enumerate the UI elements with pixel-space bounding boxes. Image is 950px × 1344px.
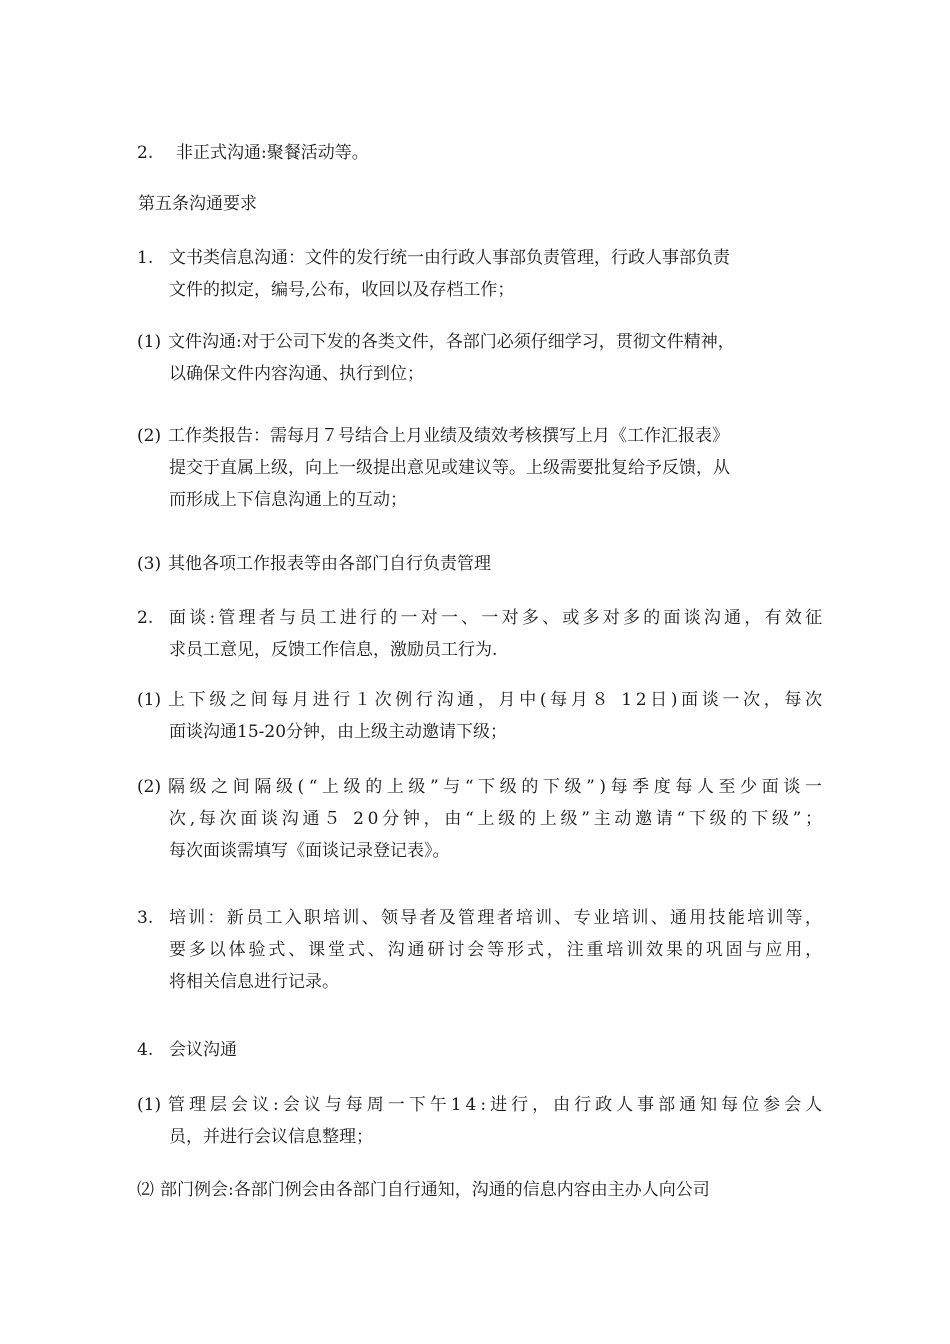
paragraph-text: 非正式沟通:聚餐活动等。: [176, 143, 369, 163]
paragraph-text: 工作类报告：需每月７号结合上月业绩及绩效考核撰写上月《工作汇报表》: [168, 426, 729, 446]
paragraph-text: 以确保文件内容沟通、执行到位；: [169, 364, 424, 384]
list-marker: 3.: [137, 908, 154, 928]
list-marker: (3): [137, 554, 162, 574]
paragraph-text: 其他各项工作报表等由各部门自行负责管理: [168, 554, 491, 574]
list-marker: 4.: [137, 1040, 154, 1060]
paragraph-text: 要多以体验式、课堂式、沟通研讨会等形式，注重培训效果的巩固与应用，: [169, 940, 826, 960]
list-marker: 2.: [137, 608, 154, 628]
paragraph-text: 文书类信息沟通：文件的发行统一由行政人事部负责管理，行政人事部负责: [169, 248, 730, 268]
list-marker: (1): [137, 1095, 162, 1115]
list-marker: 2.: [137, 143, 154, 163]
paragraph-text: 文件沟通:对于公司下发的各类文件，各部门必须仔细学习，贯彻文件精神，: [168, 332, 735, 352]
paragraph-text: 每次面谈需填写《面谈记录登记表》。: [169, 841, 450, 861]
paragraph-text: 隔级之间隔级(“上级的上级”与“下级的下级”)每季度每人至少面谈一: [168, 777, 827, 797]
paragraph-text: 求员工意见，反馈工作信息，激励员工行为.: [169, 640, 498, 660]
paragraph-text: 员，并进行会议信息整理；: [169, 1127, 373, 1147]
paragraph-text: 培训：新员工入职培训、领导者及管理者培训、专业培训、通用技能培训等，: [169, 908, 825, 928]
paragraph-text: 文件的拟定，编号,公布，收回以及存档工作；: [169, 280, 515, 300]
paragraph-text: 第五条沟通要求: [138, 194, 257, 214]
list-marker: (2): [137, 777, 162, 797]
list-marker: 1.: [137, 248, 154, 268]
list-marker: (1): [137, 332, 162, 352]
list-marker: (2): [137, 426, 162, 446]
paragraph-text: 面谈沟通15-20分钟，由上级主动邀请下级；: [169, 722, 508, 742]
paragraph-text: 提交于直属上级，向上一级提出意见或建议等。上级需要批复给予反馈，从: [169, 458, 730, 478]
list-marker: (1): [137, 690, 162, 710]
paragraph-text: 而形成上下信息沟通上的互动；: [169, 490, 407, 510]
paragraph-text: 次,每次面谈沟通５ 20分钟，由“上级的上级”主动邀请“下级的下级”；: [169, 809, 826, 829]
paragraph-text: 上下级之间每月进行１次例行沟通，月中(每月８ 12日)面谈一次，每次: [168, 690, 826, 710]
paragraph-text: 面谈:管理者与员工进行的一对一、一对多、或多对多的面谈沟通，有效征: [169, 608, 826, 628]
paragraph-text: 部门例会:各部门例会由各部门自行通知，沟通的信息内容由主办人向公司: [160, 1180, 710, 1200]
paragraph-text: 管理层会议:会议与每周一下午14:进行，由行政人事部通知每位参会人: [168, 1095, 827, 1115]
paragraph-text: 会议沟通: [169, 1040, 237, 1060]
list-marker: ⑵: [137, 1180, 154, 1200]
paragraph-text: 将相关信息进行记录。: [169, 972, 339, 992]
